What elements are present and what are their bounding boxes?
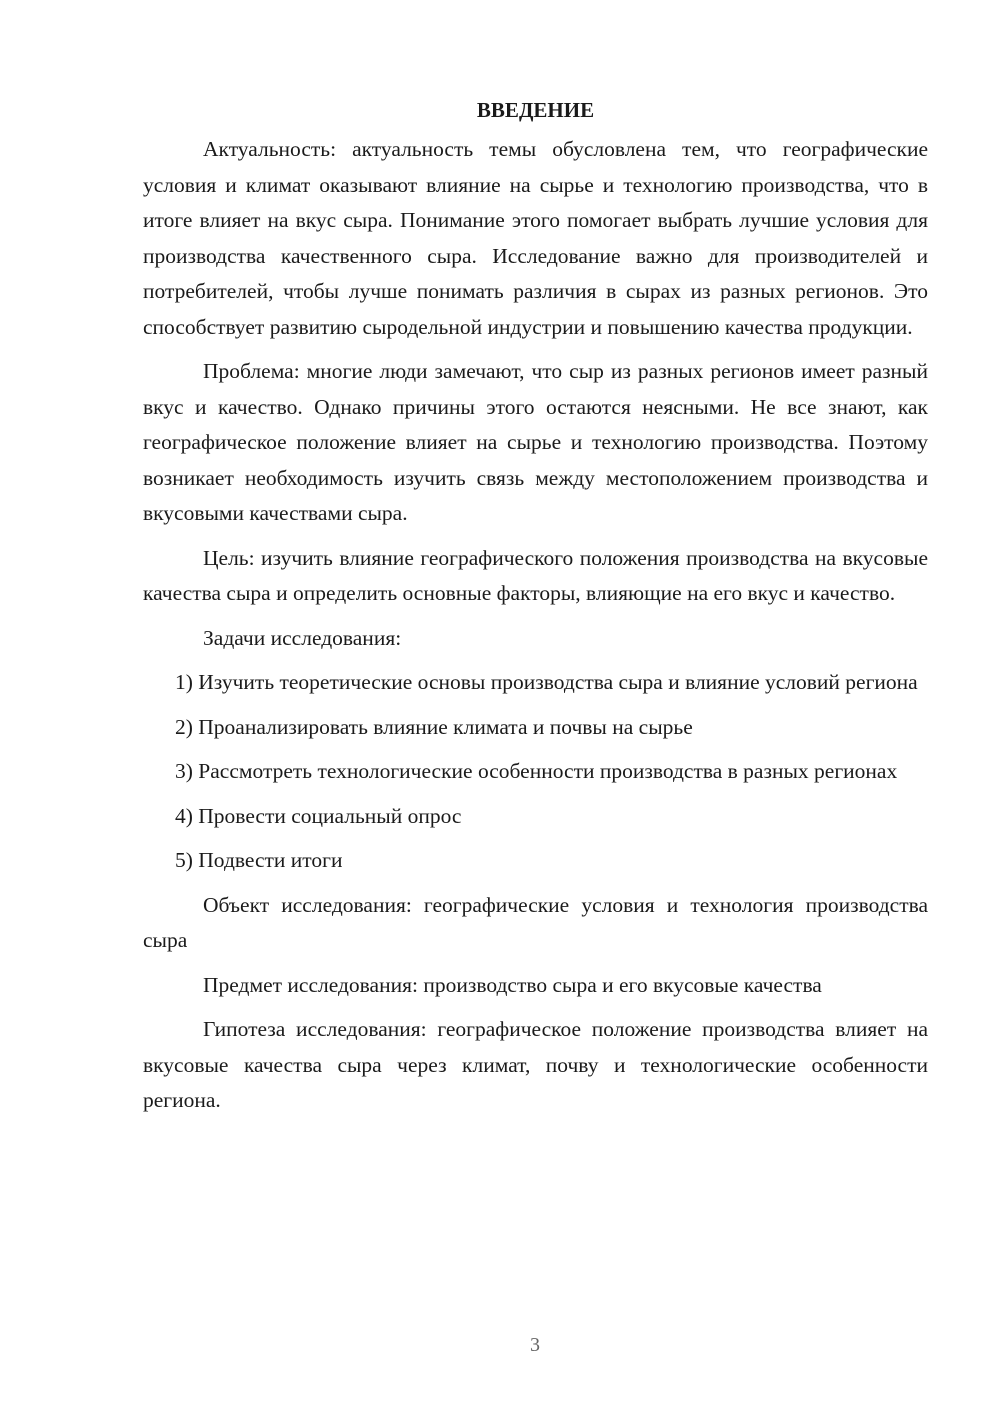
paragraph-goal: Цель: изучить влияние географического положения производства на вкусовые качества сыра и определить основные факторы, влияющие на его вкус и качество. xyxy=(143,545,928,605)
list-item-task-5: 5) Подвести итоги xyxy=(175,848,343,872)
paragraph-tasks-heading: Задачи исследования: xyxy=(203,625,402,650)
page-content xyxy=(143,92,928,1119)
list-item-task-1: 1) Изучить теоретические основы производства сыра и влияние условий региона xyxy=(175,670,918,694)
paragraph-object: Объект исследования: географические условия и технология производства сыра xyxy=(143,892,928,952)
paragraph-hypothesis: Гипотеза исследования: географическое положение производства влияет на вкусовые качества сыра через климат, почву и технологические особенности региона. xyxy=(143,1017,928,1112)
paragraph-problem: Проблема: многие люди замечают, что сыр из разных регионов имеет разный вкус и качество. Однако причины этого остаются неясными. Не все знают, как географическое положение влияет на сырье и технологию производства. Поэтому возникает необходимость изучить связь между местоположением производства и вкусовыми качествами сыра. xyxy=(143,359,928,525)
list-item-task-4: 4) Провести социальный опрос xyxy=(175,803,462,828)
section-title: ВВЕДЕНИЕ xyxy=(476,98,595,122)
paragraph-subject: Предмет исследования: производство сыра и его вкусовые качества xyxy=(203,972,822,997)
paragraph-relevance: Актуальность: актуальность темы обусловлена тем, что географические условия и климат оказывают влияние на сырье и технологию производства, что в итоге влияет на вкус сыра. Понимание этого помогает выбрать лучшие условия для производства качественного сыра. Исследование важно для производителей и потребителей, чтобы лучше понимать различия в сырах из разных регионов. Это способствует развитию сыродельной индустрии и повышению качества продукции. xyxy=(143,137,928,339)
page-number: 3 xyxy=(530,1334,540,1356)
list-item-task-2: 2) Проанализировать влияние климата и почвы на сырье xyxy=(175,714,693,739)
list-item-task-3: 3) Рассмотреть технологические особенности производства в разных регионах xyxy=(175,759,898,783)
